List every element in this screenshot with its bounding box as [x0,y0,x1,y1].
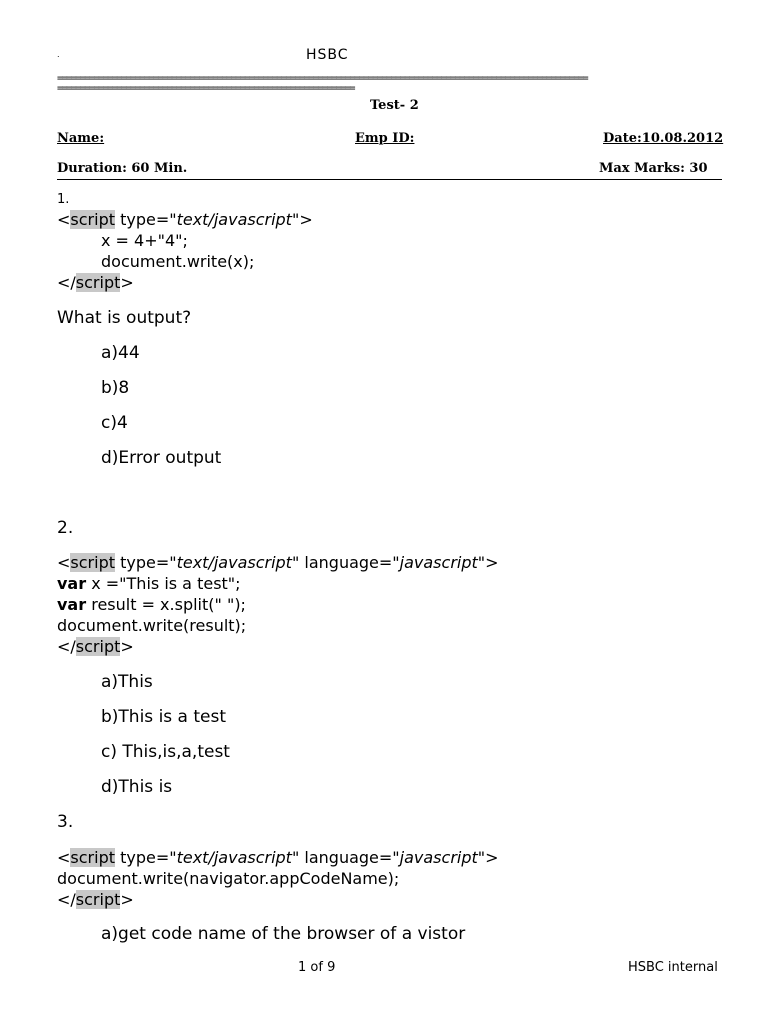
tag-close-open: </ [57,890,76,909]
question-3-number: 3. [57,812,74,832]
script-keyword: script [75,890,121,909]
tag-open: < [57,210,71,229]
script-keyword: script [70,553,115,572]
type-close: "> [291,210,313,229]
q2-code-line-1 [57,552,499,573]
tag-open: < [57,553,71,572]
language-attr: " language=" [291,848,400,867]
type-value: text/javascript [176,553,292,572]
question-2-number: 2. [57,518,74,538]
tag-close-end: > [120,637,134,656]
page-number: 1 of 9 [298,960,336,975]
date-label: Date:10.08.2012 [603,131,724,146]
q1-option-b: b)8 [101,378,130,398]
q1-code-line-3: document.write(x); [101,252,255,271]
language-attr: " language=" [291,553,400,572]
language-value: javascript [399,848,478,867]
q2-code-line-2 [57,573,241,594]
q2-code-line-4: document.write(result); [57,616,247,635]
tag-close-open: </ [57,273,76,292]
tag-close-end: > [120,890,134,909]
header-dot: . [57,50,60,59]
q1-option-d: d)Error output [101,448,222,468]
name-label: Name: [57,131,105,146]
max-marks-label: Max Marks: 30 [599,161,708,176]
question-1-number: 1. [57,192,70,207]
language-close: "> [477,848,499,867]
script-keyword: script [70,210,115,229]
language-close: "> [477,553,499,572]
type-attr: type=" [115,553,177,572]
q2-option-d: d)This is [101,777,173,797]
q1-code-line-4 [57,272,134,293]
script-keyword: script [75,637,121,656]
q2-code-line-3 [57,594,246,615]
q1-prompt: What is output? [57,308,192,328]
var-keyword: var [57,574,87,593]
tag-open: < [57,848,71,867]
q1-code-line-2: x = 4+"4"; [101,231,188,250]
q2-option-a: a)This [101,672,153,692]
q2-option-c: c) This,is,a,test [101,742,230,762]
header-divider [57,179,722,180]
q3-code-line-3 [57,889,134,910]
type-value: text/javascript [176,848,292,867]
duration-label: Duration: 60 Min. [57,161,188,176]
header-rule-1: ==================================================================================================================== [57,76,588,82]
type-attr: type=" [115,210,177,229]
language-value: javascript [399,553,478,572]
q3-code-line-1 [57,847,499,868]
q1-option-c: c)4 [101,413,128,433]
q1-code-line-1 [57,209,313,230]
q2-option-b: b)This is a test [101,707,227,727]
script-keyword: script [70,848,115,867]
tag-close-open: </ [57,637,76,656]
type-value: text/javascript [176,210,292,229]
q3-option-a: a)get code name of the browser of a vistor [101,924,466,944]
header-rule-2: ================================================================= [57,86,355,92]
tag-close-end: > [120,273,134,292]
emp-id-label: Emp ID: [355,131,415,146]
type-attr: type=" [115,848,177,867]
classification-label: HSBC internal [628,960,718,975]
var-keyword: var [57,595,87,614]
q1-option-a: a)44 [101,343,140,363]
q2-line-2-rest: x ="This is a test"; [86,574,241,593]
q2-code-line-5 [57,636,134,657]
q3-code-line-2: document.write(navigator.appCodeName); [57,869,400,888]
q2-line-3-rest: result = x.split(" "); [86,595,246,614]
test-title: Test- 2 [370,98,419,113]
script-keyword: script [75,273,121,292]
company-name: HSBC [306,47,349,63]
